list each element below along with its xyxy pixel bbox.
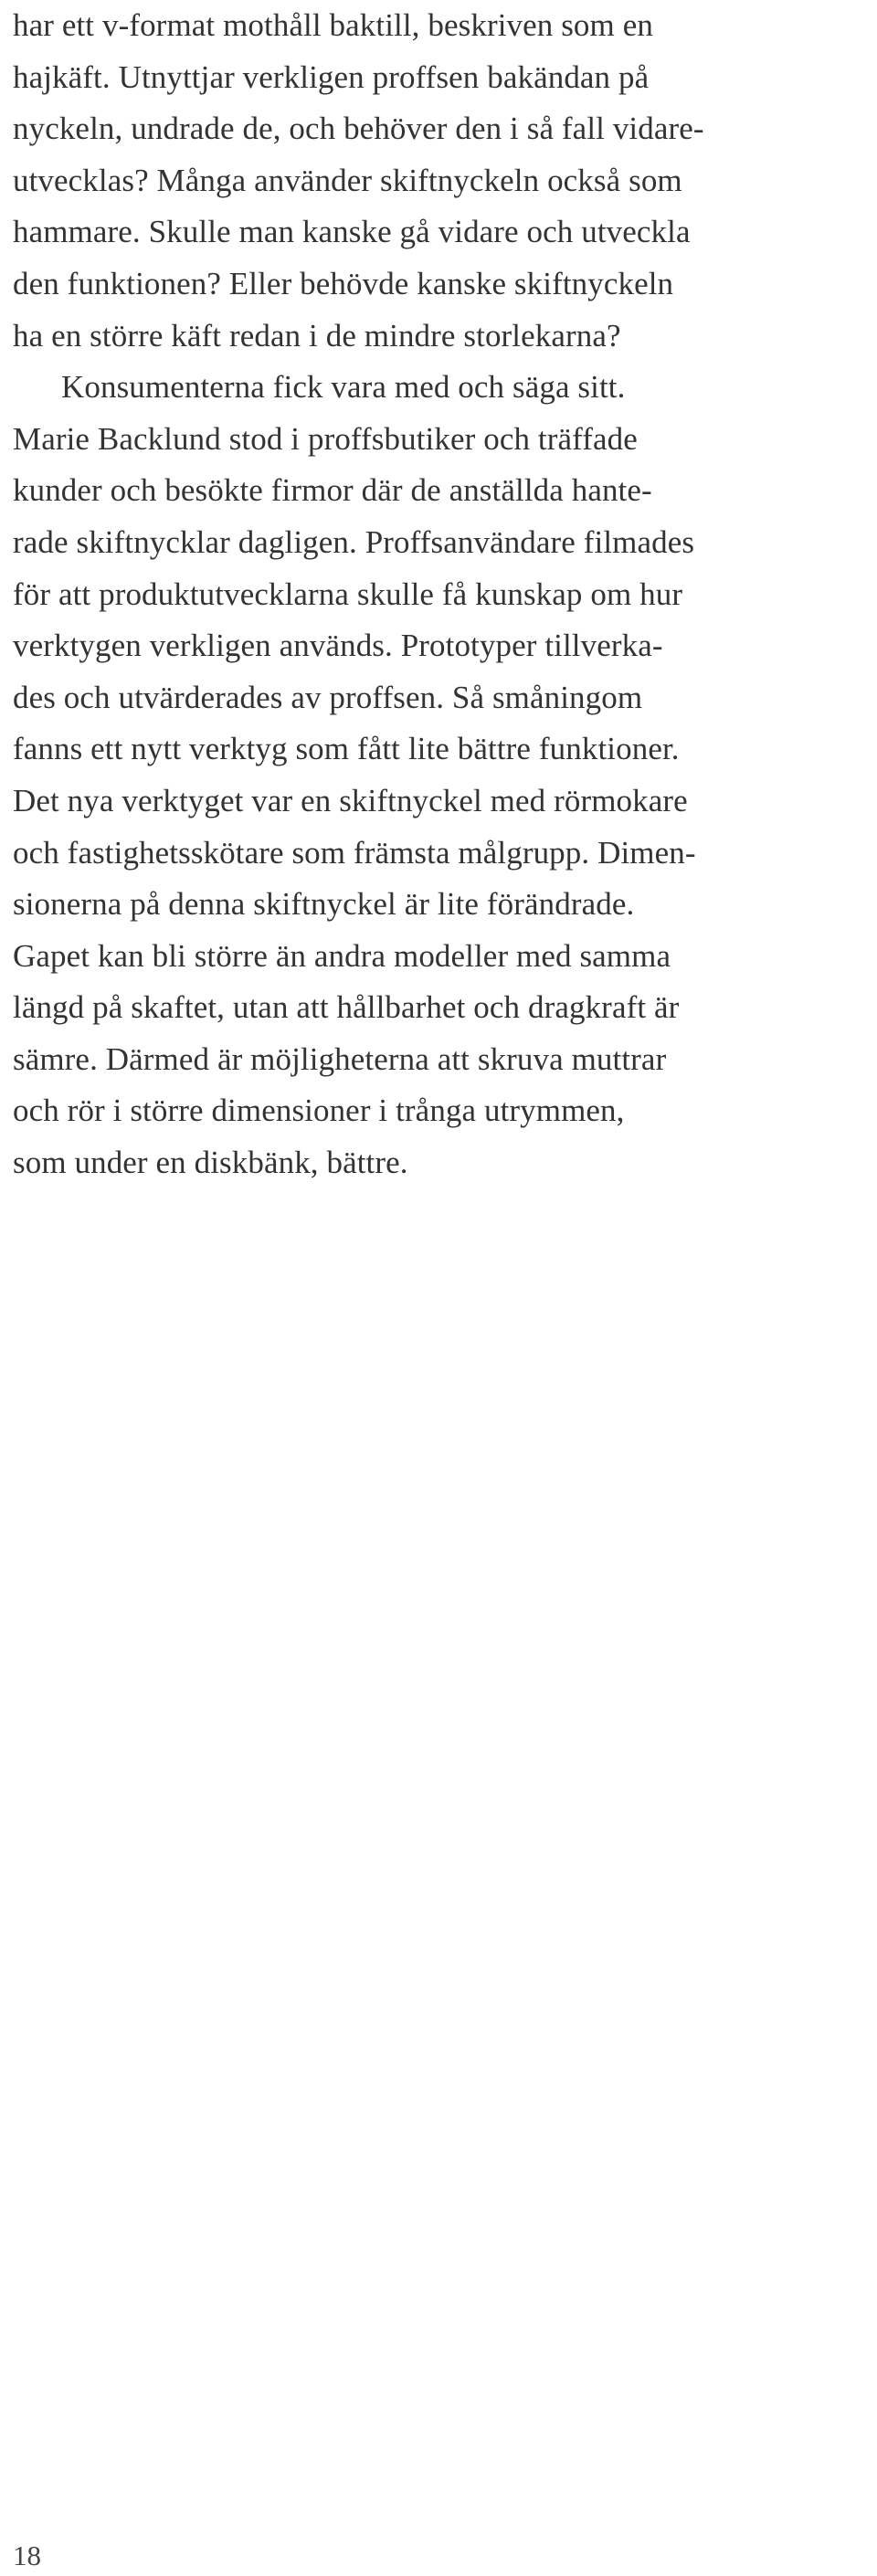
text-line: som under en diskbänk, bättre. (13, 1145, 408, 1181)
text-line: för att produktutvecklarna skulle få kunskap om hur (13, 575, 683, 612)
text-line: och rör i större dimensioner i trånga utrymmen, (13, 1093, 625, 1129)
text-line: längd på skaftet, utan att hållbarhet och dragkraft är (13, 989, 680, 1026)
text-line: des och utvärderades av proffsen. Så småningom (13, 679, 643, 715)
text-line: Marie Backlund stod i proffsbutiker och träffade (13, 420, 638, 457)
body-text (13, 0, 867, 1189)
text-line: nyckeln, undrade de, och behöver den i så fall vidare- (13, 111, 704, 147)
page-number: 18 (13, 2539, 41, 2571)
text-line: Det nya verktyget var en skiftnyckel med rörmokare (13, 782, 688, 818)
text-line: sionerna på denna skiftnyckel är lite förändrade. (13, 886, 635, 923)
text-line: verktygen verkligen används. Prototyper tillverka- (13, 628, 663, 664)
text-line: kunder och besökte firmor där de anställda hante- (13, 472, 652, 509)
text-line: fanns ett nytt verktyg som fått lite bättre funktioner. (13, 731, 680, 767)
text-line: hajkäft. Utnyttjar verkligen proffsen bakändan på (13, 58, 650, 95)
text-line: ha en större käft redan i de mindre storlekarna? (13, 317, 621, 354)
text-line: Gapet kan bli större än andra modeller med samma (13, 937, 671, 974)
text-line: har ett v-format mothåll baktill, beskriven som en (13, 7, 653, 43)
text-line: utvecklas? Många använder skiftnyckeln också som (13, 162, 682, 198)
text-line: och fastighetsskötare som främsta målgrupp. Dimen- (13, 834, 696, 871)
text-line: sämre. Därmed är möjligheterna att skruva muttrar (13, 1040, 667, 1077)
paragraph-start-line: Konsumenterna fick vara med och säga sitt. (61, 369, 626, 406)
text-line: hammare. Skulle man kanske gå vidare och utveckla (13, 214, 691, 250)
text-line: den funktionen? Eller behövde kanske skiftnyckeln (13, 265, 674, 301)
text-line: rade skiftnycklar dagligen. Proffsanvändare filmades (13, 523, 695, 560)
